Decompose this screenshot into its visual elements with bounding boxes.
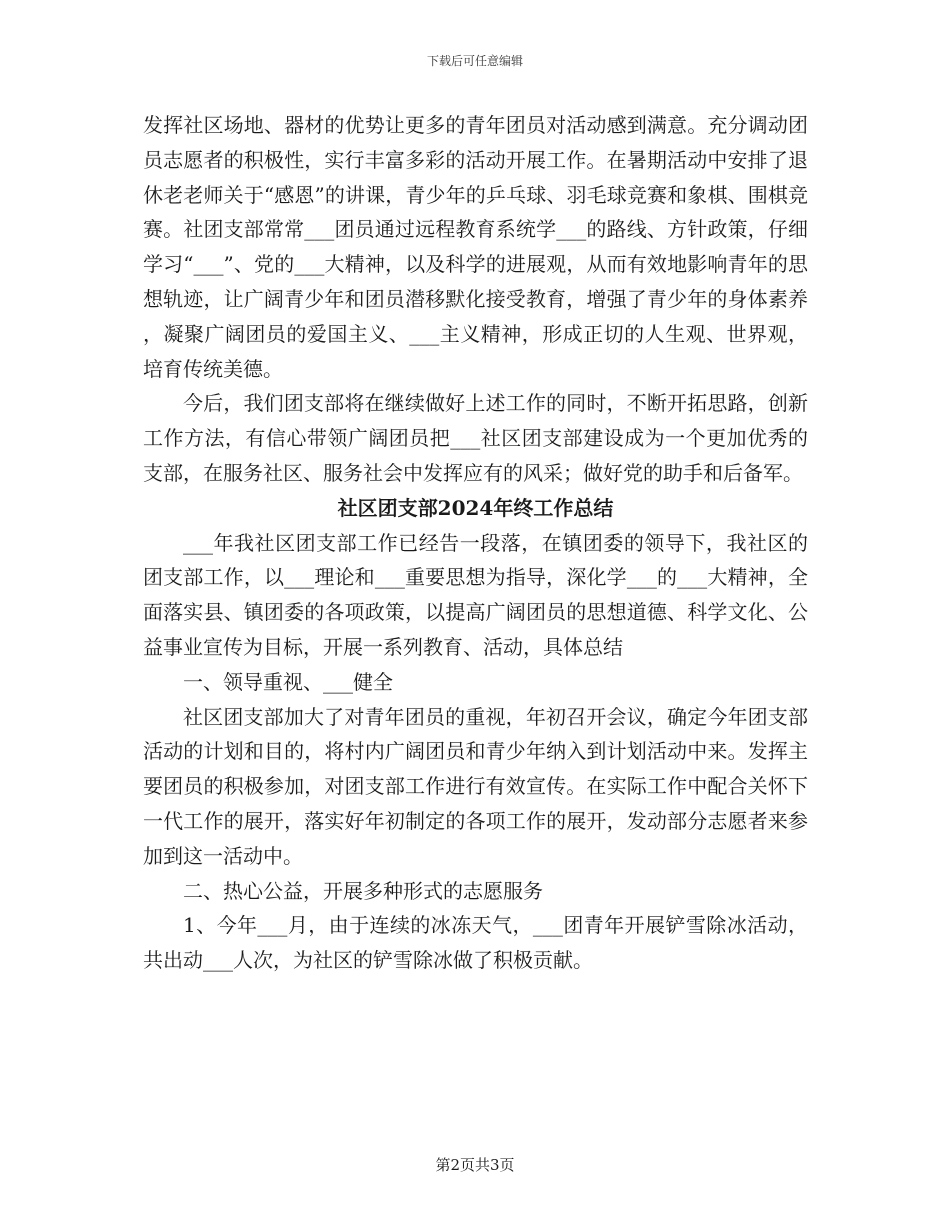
document-body xyxy=(143,108,808,978)
paragraph-activities: 发挥社区场地、器材的优势让更多的青年团员对活动感到满意。充分调动团员志愿者的积极性，实行丰富多彩的活动开展工作。在暑期活动中安排了退休老老师关于“感恩”的讲课，青少年的乒乓球、羽毛球竞赛和象棋、围棋竞赛。社团支部常常___团员通过远程教育系统学___的路线、方针政策，仔细学习“___”、党的___大精神，以及科学的进展观，从而有效地影响青年的思想轨迹，让广阔青少年和团员潜移默化接受教育，增强了青少年的身体素养，凝聚广阔团员的爱国主义、___主义精神，形成正切的人生观、世界观，培育传统美德。 xyxy=(143,113,808,381)
paragraph-future-plan: 今后，我们团支部将在继续做好上述工作的同时，不断开拓思路，创新工作方法，有信心带领广阔团员把___社区团支部建设成为一个更加优秀的支部，在服务社区、服务社会中发挥应有的风采；做好党的助手和后备军。 xyxy=(143,391,808,485)
page-footer: 第2页共3页 xyxy=(435,1156,515,1174)
paragraph-snow-removal: 1、今年___月，由于连续的冰冻天气，___团青年开展铲雪除冰活动，共出动___人次，为社区的铲雪除冰做了积极贡献。 xyxy=(143,913,808,973)
heading-leadership: 一、领导重视、___健全 xyxy=(183,669,393,694)
paragraph-summary-intro: ___年我社区团支部工作已经告一段落，在镇团委的领导下，我社区的团支部工作，以___理论和___重要思想为指导，深化学___的___大精神，全面落实县、镇团委的各项政策，以提高广阔团员的思想道德、科学文化、公益事业宣传为目标，开展一系列教育、活动，具体总结 xyxy=(143,530,808,659)
page-header: 下载后可任意编辑 xyxy=(426,54,523,68)
section-title: 社区团支部2024年终工作总结 xyxy=(337,495,614,520)
heading-volunteer-service: 二、热心公益，开展多种形式的志愿服务 xyxy=(183,878,543,903)
paragraph-leadership: 社区团支部加大了对青年团员的重视，年初召开会议，确定今年团支部活动的计划和目的，将村内广阔团员和青少年纳入到计划活动中来。发挥主要团员的积极参加，对团支部工作进行有效宣传。在实际工作中配合关怀下一代工作的展开，落实好年初制定的各项工作的展开，发动部分志愿者来参加到这一活动中。 xyxy=(143,704,808,868)
